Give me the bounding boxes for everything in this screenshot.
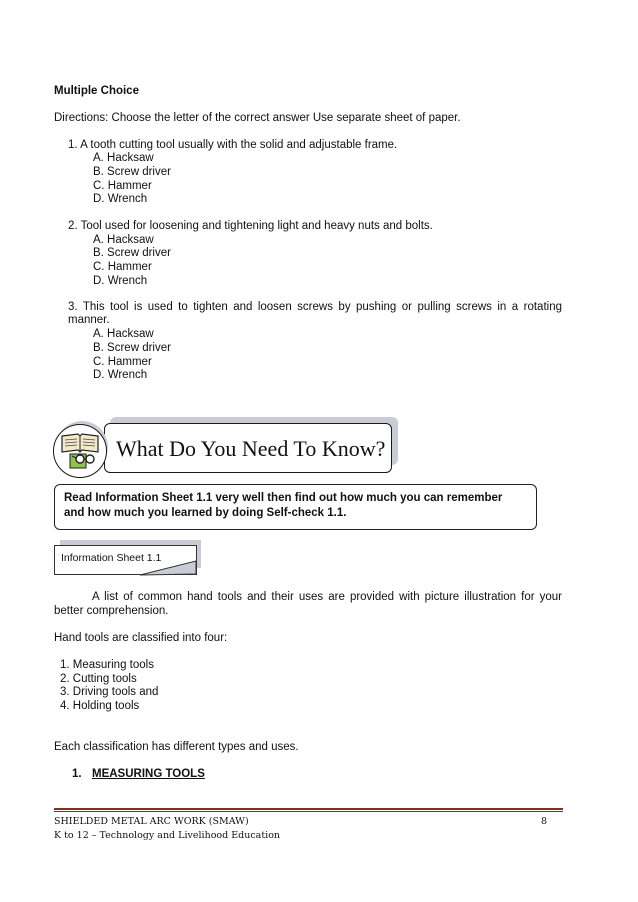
read-instruction-line1: Read Information Sheet 1.1 very well then find out how much you can remember [64,492,503,504]
book-glasses-icon [58,428,102,472]
footer-rule-thin [54,811,563,812]
each-classification-text: Each classification has different types and uses. [54,741,299,753]
footer-program: K to 12 – Technology and Livelihood Education [54,830,281,841]
question-2-choice-b: B. Screw driver [93,247,171,259]
question-3-text-line2: manner. [68,314,110,326]
question-2-choice-d: D. Wrench [93,275,148,287]
question-2-choice-a: A. Hacksaw [93,234,154,246]
class-item-1: 1. Measuring tools [60,659,154,671]
question-2-text: 2. Tool used for loosening and tightening light and heavy nuts and bolts. [68,220,433,232]
section-number: 1. [72,768,82,780]
question-3-choice-c: C. Hammer [93,356,152,368]
question-3-choice-b: B. Screw driver [93,342,171,354]
class-item-3: 3. Driving tools and [60,686,159,698]
footer-course-title: SHIELDED METAL ARC WORK (SMAW) [54,816,249,827]
question-1-choice-a: A. Hacksaw [93,152,154,164]
directions-text: Directions: Choose the letter of the correct answer Use separate sheet of paper. [54,112,461,124]
intro-line2: better comprehension. [54,605,169,617]
footer-page-number: 8 [541,816,548,827]
banner-title: What Do You Need To Know? [116,436,386,461]
classified-text: Hand tools are classified into four: [54,632,228,644]
info-sheet-label: Information Sheet 1.1 [61,552,162,564]
class-item-2: 2. Cutting tools [60,673,137,685]
question-1-choice-c: C. Hammer [93,180,152,192]
question-2-choice-c: C. Hammer [93,261,152,273]
question-1-text: 1. A tooth cutting tool usually with the solid and adjustable frame. [68,139,398,151]
section-title: MEASURING TOOLS [92,768,205,780]
question-3-text-line1: 3. This tool is used to tighten and loosen screws by pushing or pulling screws in a rotating [68,301,562,313]
question-3-choice-a: A. Hacksaw [93,328,154,340]
class-item-4: 4. Holding tools [60,700,140,712]
section-heading: Multiple Choice [54,85,139,97]
intro-line1: A list of common hand tools and their uses are provided with picture illustration for your [92,591,562,603]
question-1-choice-b: B. Screw driver [93,166,171,178]
question-1-choice-d: D. Wrench [93,193,148,205]
question-3-choice-d: D. Wrench [93,369,148,381]
footer-rule [54,808,563,810]
read-instruction-line2: and how much you learned by doing Self-check 1.1. [64,507,347,519]
